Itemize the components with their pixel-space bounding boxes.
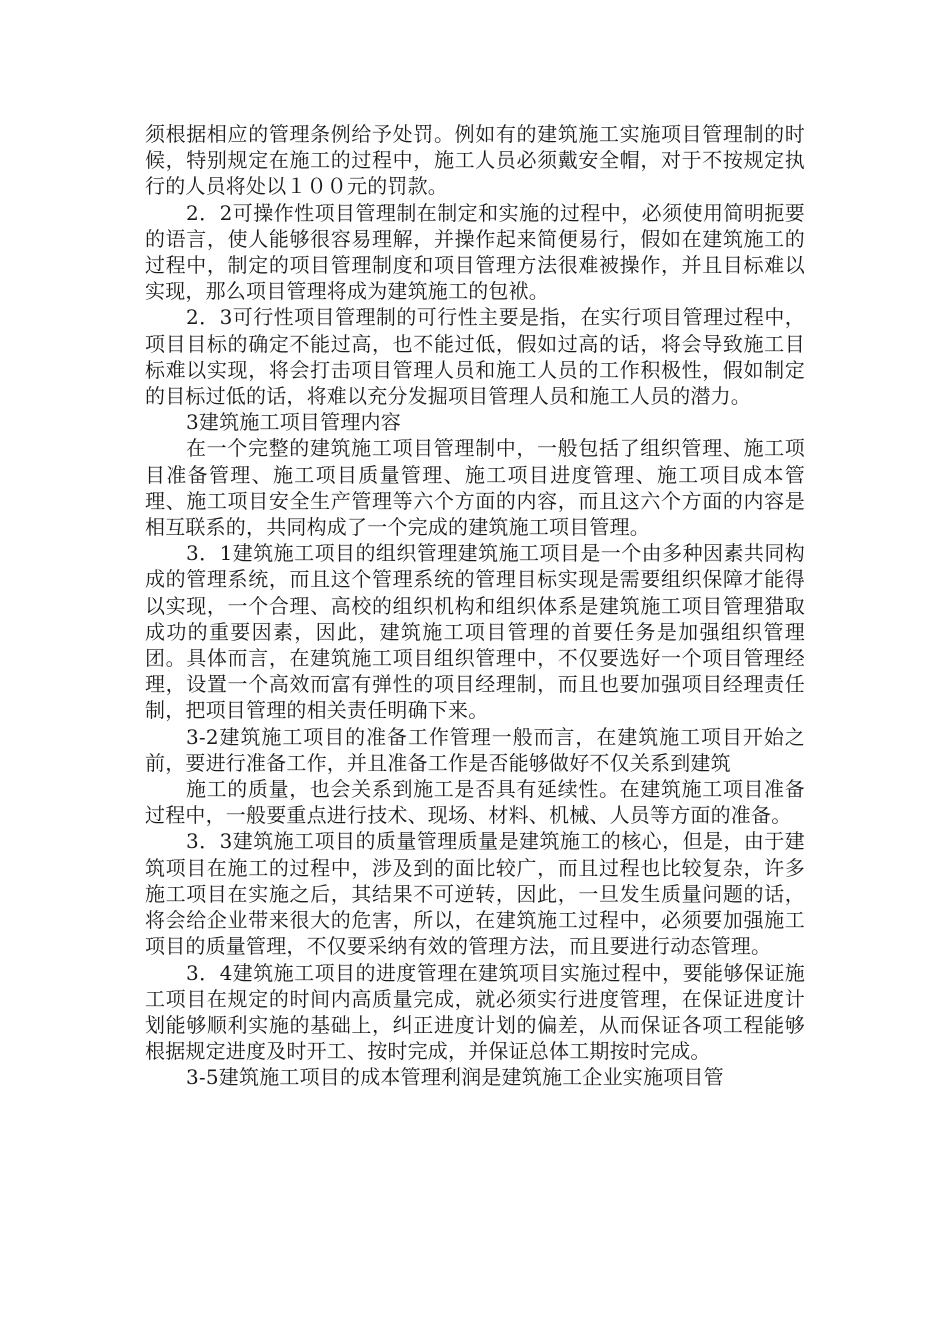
paragraph-3-intro: 在一个完整的建筑施工项目管理制中，一般包括了组织管理、施工项目准备管理、施工项目质量管理、施工项目进度管理、施工项目成本管理、施工项目安全生产管理等六个方面的内容，而且这六个方面的内容是相互联系的，共同构成了一个完成的建筑施工项目管理。 xyxy=(145,436,805,540)
paragraph-3-4: 3．4建筑施工项目的进度管理在建筑项目实施过程中，要能够保证施工项目在规定的时间内高质量完成，就必须实行进度管理，在保证进度计划能够顺利实施的基础上，纠正进度计划的偏差，从而保证各项工程能够根据规定进度及时开工、按时完成，并保证总体工期按时完成。 xyxy=(145,960,805,1064)
paragraph-3-3: 3．3建筑施工项目的质量管理质量是建筑施工的核心，但是，由于建筑项目在施工的过程中，涉及到的面比较广，而且过程也比较复杂，许多施工项目在实施之后，其结果不可逆转，因此，一旦发生质量问题的话，将会给企业带来很大的危害，所以，在建筑施工过程中，必须要加强施工项目的质量管理，不仅要采纳有效的管理方法，而且要进行动态管理。 xyxy=(145,829,805,959)
paragraph-3-1: 3．1建筑施工项目的组织管理建筑施工项目是一个由多种因素共同构成的管理系统，而且这个管理系统的管理目标实现是需要组织保障才能得以实现，一个合理、高校的组织机构和组织体系是建筑施工项目管理猎取成功的重要因素，因此，建筑施工项目管理的首要任务是加强组织管理团。具体而言，在建筑施工项目组织管理中，不仅要选好一个项目管理经理，设置一个高效而富有弹性的项目经理制，而且也要加强项目经理责任制，把项目管理的相关责任明确下来。 xyxy=(145,541,805,723)
section-heading-3: 3建筑施工项目管理内容 xyxy=(186,410,401,435)
body-text xyxy=(145,121,805,1091)
paragraph-3-5: 3-5建筑施工项目的成本管理利润是建筑施工企业实施项目管 xyxy=(186,1065,724,1090)
paragraph-3-2: 3-2建筑施工项目的准备工作管理一般而言，在建筑施工项目开始之前，要进行准备工作，并且准备工作是否能够做好不仅关系到建筑 xyxy=(145,724,805,775)
paragraph-3-2-continued: 施工的质量，也会关系到施工是否具有延续性。在建筑施工项目准备过程中，一般要重点进行技术、现场、材料、机械、人员等方面的准备。 xyxy=(145,777,805,828)
paragraph-continuation: 须根据相应的管理条例给予处罚。例如有的建筑施工实施项目管理制的时候，特别规定在施工的过程中，施工人员必须戴安全帽，对于不按规定执行的人员将处以１００元的罚款。 xyxy=(145,122,805,199)
paragraph-2-3: 2．3可行性项目管理制的可行性主要是指，在实行项目管理过程中，项目目标的确定不能过高，也不能过低，假如过高的话，将会导致施工目标难以实现，将会打击项目管理人员和施工人员的工作积极性，假如制定的目标过低的话，将难以充分发掘项目管理人员和施工人员的潜力。 xyxy=(145,305,805,409)
paragraph-2-2: 2．2可操作性项目管理制在制定和实施的过程中，必须使用简明扼要的语言，使人能够很容易理解，并操作起来简便易行，假如在建筑施工的过程中，制定的项目管理制度和项目管理方法很难被操作，并且目标难以实现，那么项目管理将成为建筑施工的包袱。 xyxy=(145,200,805,304)
